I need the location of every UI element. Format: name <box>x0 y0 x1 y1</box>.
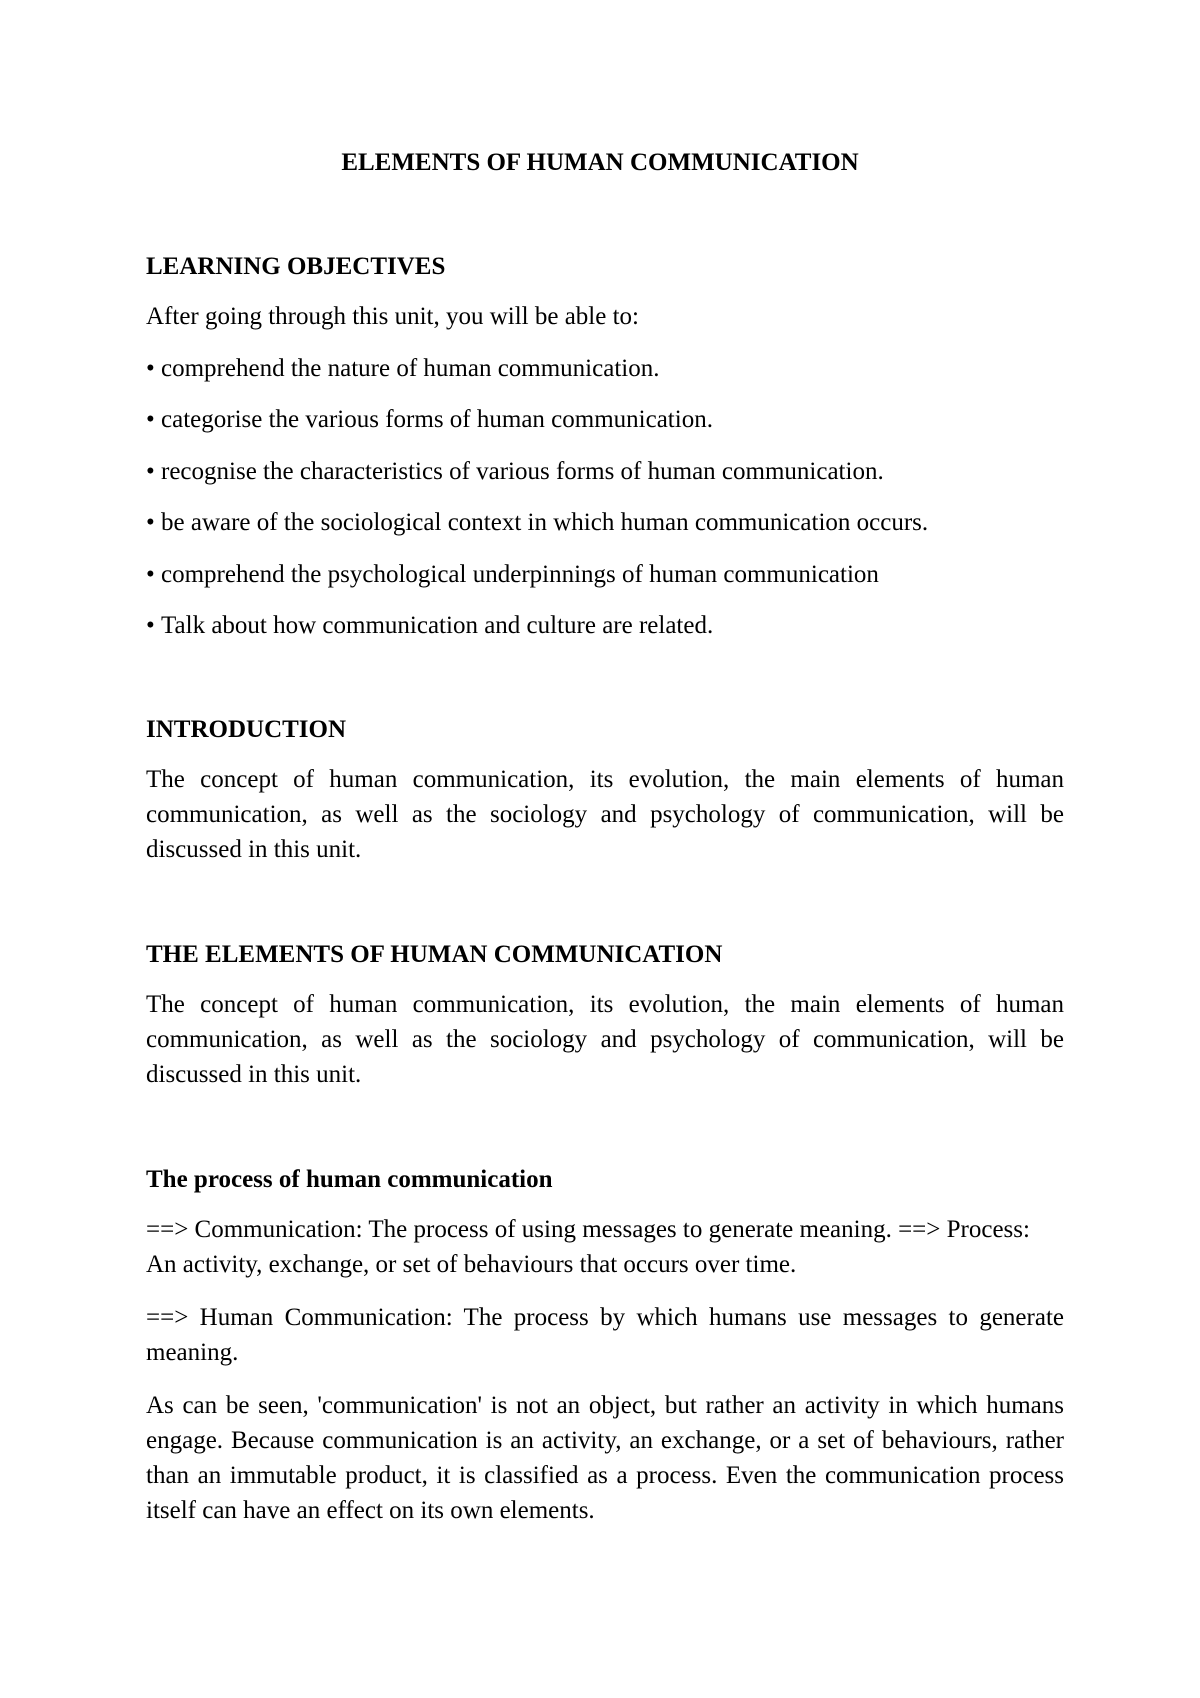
elements-paragraph: The concept of human communication, its evolution, the main elements of human communication, as well as the sociology and psychology of communication, will be discussed in this unit. <box>146 991 1064 1088</box>
process-paragraph: As can be seen, 'communication' is not an object, but rather an activity in which humans engage. Because communication is an activity, an exchange, or a set of behaviours, rather than an immutable product, it is classified as a process. Even the communication process itself can have an effect on its own elements. <box>146 1392 1064 1524</box>
objective-item: • recognise the characteristics of various forms of human communication. <box>146 454 1064 489</box>
objective-item: • comprehend the nature of human communication. <box>146 351 1064 386</box>
introduction-paragraph: The concept of human communication, its evolution, the main elements of human communication, as well as the sociology and psychology of communication, will be discussed in this unit. <box>146 766 1064 863</box>
process-heading: The process of human communication <box>146 1166 553 1193</box>
process-definition: ==> Human Communication: The process by which humans use messages to generate meaning. <box>146 1304 1064 1366</box>
learning-objectives-heading: LEARNING OBJECTIVES <box>146 253 446 280</box>
objective-item: • comprehend the psychological underpinnings of human communication <box>146 557 1064 592</box>
elements-heading: THE ELEMENTS OF HUMAN COMMUNICATION <box>146 941 723 968</box>
document-title: ELEMENTS OF HUMAN COMMUNICATION <box>341 149 859 176</box>
objective-item: • be aware of the sociological context in which human communication occurs. <box>146 505 1064 540</box>
objective-item: • categorise the various forms of human communication. <box>146 402 1064 437</box>
process-definition: ==> Communication: The process of using messages to generate meaning. ==> Process: An activity, exchange, or set of behaviours that occurs over time. <box>146 1216 1030 1278</box>
objective-item: • Talk about how communication and culture are related. <box>146 608 1064 643</box>
learning-objectives-intro: After going through this unit, you will be able to: <box>146 303 639 330</box>
introduction-heading: INTRODUCTION <box>146 716 347 743</box>
